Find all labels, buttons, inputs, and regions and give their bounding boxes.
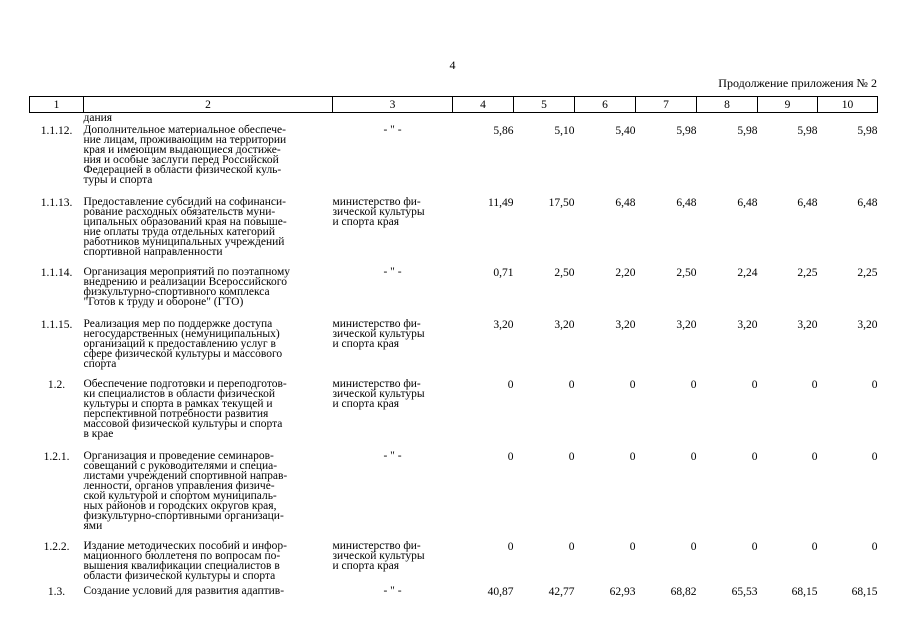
row-description: Организация мероприятий по поэтапному внедрению и реализации Всероссийского физкультурно-спортивного комплекса "Готов к труду и обороне" (ГТО) (83, 266, 290, 308)
table-row (30, 586, 878, 608)
row-executor: - " - (383, 124, 402, 136)
row-value (453, 113, 514, 126)
table-row (30, 267, 878, 319)
row-value: 0 (690, 379, 697, 391)
row-value: 40,87 (487, 586, 514, 598)
row-value: 6,48 (676, 197, 697, 209)
row-value: 2,50 (554, 267, 575, 279)
column-header: 7 (636, 97, 697, 113)
table-row (30, 379, 878, 451)
row-value: 0 (871, 451, 878, 463)
row-value: 0 (568, 379, 575, 391)
column-header: 9 (758, 97, 818, 113)
row-value: 3,20 (615, 319, 636, 331)
row-number: 1.2.2. (43, 541, 70, 553)
row-description: Предоставление субсидий на софинанси- рование расходных обязательств муни- ципальных образований края на повыше- ние оплаты труда отдельных категорий работников муниципальных учреждений спортивной направленности (83, 196, 287, 258)
row-value: 0 (690, 451, 697, 463)
row-executor: - " - (383, 450, 402, 462)
row-number: 1.2. (47, 379, 66, 391)
column-header: 1 (30, 97, 84, 113)
row-value (636, 113, 697, 126)
row-description: Издание методических пособий и инфор- мационного бюллетеня по вопросам по- вышения квалификации специалистов в области физической культуры и спорта (83, 540, 287, 582)
row-value: 5,98 (797, 125, 818, 137)
appendix-table (29, 96, 878, 608)
row-executor: министерство фи- зической культуры и спорта края (332, 318, 425, 350)
page-number: 4 (449, 58, 456, 72)
row-executor: - " - (383, 266, 402, 278)
row-executor: министерство фи- зической культуры и спорта края (332, 540, 425, 572)
row-value: 0 (568, 541, 575, 553)
row-value: 0 (871, 379, 878, 391)
row-value: 0 (690, 541, 697, 553)
row-value (818, 113, 878, 126)
row-value: 0 (811, 379, 818, 391)
row-number: 1.3. (47, 586, 66, 598)
continuation-label: Продолжение приложения № 2 (718, 76, 877, 90)
row-value: 6,48 (615, 197, 636, 209)
row-value: 6,48 (857, 197, 878, 209)
row-number: 1.1.13. (40, 197, 73, 209)
row-description: Обеспечение подготовки и переподготов- ки специалистов в области физической культуры и спорта в рамках текущей и перспективной потребности развития массовой физической культуры и спорта в крае (83, 378, 287, 440)
row-value: 65,53 (731, 586, 758, 598)
row-value: 0 (507, 541, 514, 553)
column-header: 6 (575, 97, 636, 113)
row-value: 17,50 (548, 197, 575, 209)
row-value (514, 113, 575, 126)
row-number: 1.2.1. (43, 451, 70, 463)
row-value (697, 113, 758, 126)
row-value: 68,15 (851, 586, 878, 598)
row-value: 0 (568, 451, 575, 463)
row-description: Создание условий для развития адаптив- (83, 585, 285, 597)
row-executor: - " - (383, 585, 402, 597)
row-value: 62,93 (609, 586, 636, 598)
row-value: 11,49 (488, 197, 514, 209)
column-header: 5 (514, 97, 575, 113)
row-value: 5,98 (737, 125, 758, 137)
row-value: 2,20 (615, 267, 636, 279)
table-row (30, 125, 878, 197)
row-value: 42,77 (548, 586, 575, 598)
row-value: 3,20 (676, 319, 697, 331)
row-value: 0 (629, 379, 636, 391)
column-header: 8 (697, 97, 758, 113)
row-number: 1.1.14. (40, 267, 73, 279)
row-value: 68,15 (791, 586, 818, 598)
row-value: 3,20 (797, 319, 818, 331)
row-value (758, 113, 818, 126)
row-value: 6,48 (797, 197, 818, 209)
row-value: 2,25 (797, 267, 818, 279)
row-description: Реализация мер по поддержке доступа негосударственных (немуниципальных) организаций к предоставлению услуг в сфере физической культуры и массового спорта (83, 318, 283, 370)
row-value: 0 (629, 541, 636, 553)
table-row (30, 541, 878, 586)
row-value (575, 113, 636, 126)
row-value: 0 (507, 451, 514, 463)
row-value: 6,48 (737, 197, 758, 209)
row-description: Организация и проведение семинаров- совещаний с руководителями и специа- листами учреждений спортивной направ- ленности, органов управления физиче- ской культурой и спортом муниципаль- ных районов и городских округов края, физкультурно-спортивными организаци- ями (83, 450, 288, 532)
row-value: 5,98 (857, 125, 878, 137)
row-value: 0 (871, 541, 878, 553)
row-value: 2,50 (676, 267, 697, 279)
row-value: 3,20 (554, 319, 575, 331)
row-value: 2,24 (737, 267, 758, 279)
table-row (30, 319, 878, 379)
table-row (30, 197, 878, 267)
table-header-row (30, 97, 878, 113)
column-header: 2 (84, 97, 333, 113)
row-value: 5,98 (676, 125, 697, 137)
row-value: 5,86 (493, 125, 514, 137)
table-row (30, 451, 878, 541)
column-header: 4 (453, 97, 514, 113)
row-value: 0 (811, 451, 818, 463)
row-value: 0,71 (493, 267, 514, 279)
column-header: 3 (333, 97, 453, 113)
row-description: дания (83, 112, 113, 124)
row-value: 5,10 (554, 125, 575, 137)
row-value: 0 (751, 451, 758, 463)
row-value: 0 (751, 379, 758, 391)
row-value: 5,40 (615, 125, 636, 137)
row-number: 1.1.12. (40, 125, 73, 137)
row-value: 3,20 (737, 319, 758, 331)
row-number (30, 113, 84, 126)
row-value: 3,20 (493, 319, 514, 331)
column-header: 10 (818, 97, 878, 113)
row-value: 68,82 (670, 586, 697, 598)
row-executor: министерство фи- зической культуры и спорта края (332, 196, 425, 228)
row-executor: министерство фи- зической культуры и спорта края (332, 378, 425, 410)
row-value: 0 (811, 541, 818, 553)
row-value: 0 (751, 541, 758, 553)
row-value: 2,25 (857, 267, 878, 279)
row-value: 3,20 (857, 319, 878, 331)
row-number: 1.1.15. (40, 319, 73, 331)
row-description: Дополнительное материальное обеспече- ние лицам, проживающим на территории края и имеющим выдающиеся достиже- ния и особые заслуги перед Российской Федерацией в области физической куль- туры и спорта (83, 124, 287, 186)
row-value: 0 (507, 379, 514, 391)
row-value: 0 (629, 451, 636, 463)
